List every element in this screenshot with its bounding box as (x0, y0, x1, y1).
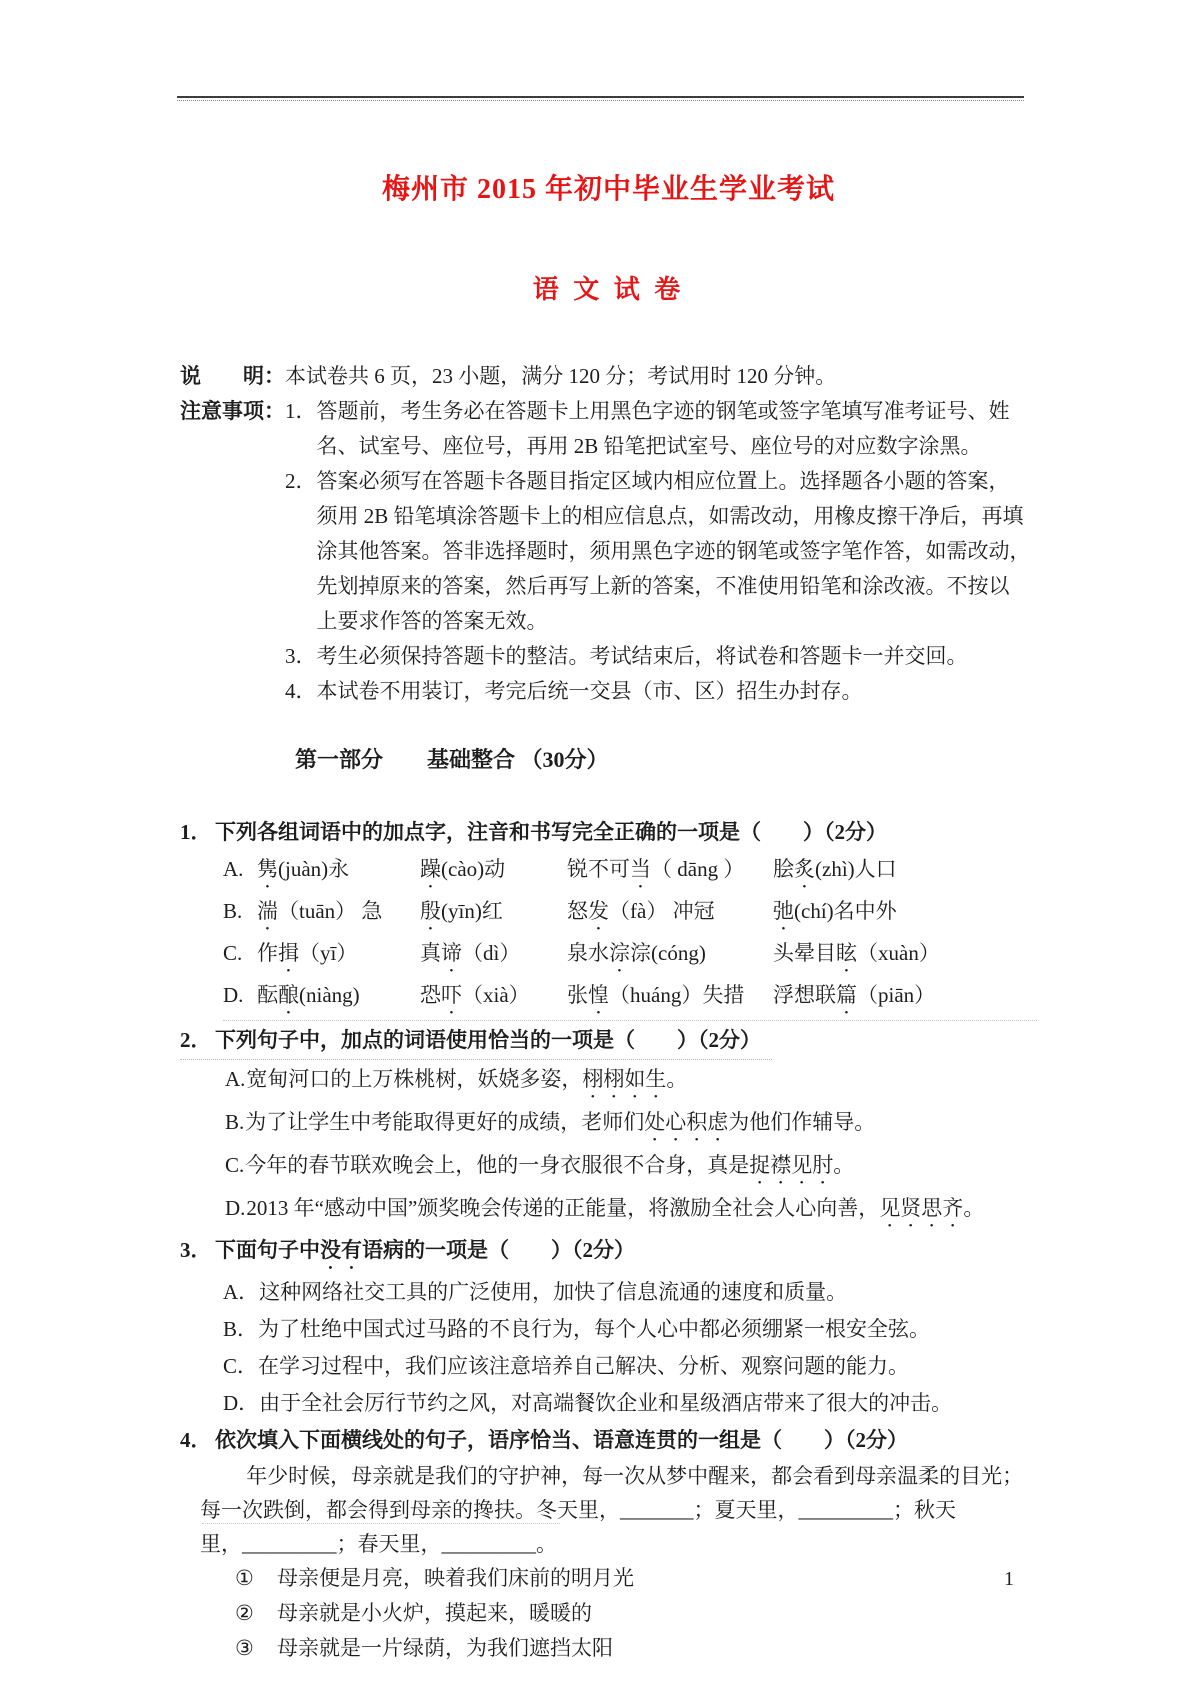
option-label: D. (225, 1196, 246, 1220)
question-stem-text: 下列句子中，加点的词语使用恰当的一项是（ ）（2分） (215, 1028, 761, 1052)
option-phrase: 躁(cào)动 (420, 857, 506, 881)
page-number: 1 (1004, 1568, 1014, 1590)
option-phrase: 酝酿(niàng) (257, 983, 360, 1007)
option-label: C. (223, 941, 243, 965)
notice-block (180, 359, 1037, 709)
option-phrase: 脍炙(zhì)人口 (773, 857, 897, 881)
question-4-stem (180, 1422, 1037, 1459)
question-3-stem (180, 1232, 1037, 1274)
option-row (223, 1274, 1037, 1311)
fill-in-paragraph: 年少时候，母亲就是我们的守护神，每一次从梦中醒来，都会看到母亲温柔的目光； 每一次跌倒，都会得到母亲的搀扶。冬天里，_______；夏天里，_________；秋天 里，_________；春天里，_________。 (200, 1459, 1037, 1561)
option-text: 为了杜绝中国式过马路的不良行为，每个人心中都必须绷紧一根安全弦。 (258, 1317, 931, 1341)
note-row (180, 359, 1037, 394)
option-phrase: 真谛（dì） (420, 941, 521, 965)
option-text: 由于全社会厉行节约之风，对高端餐饮企业和星级酒店带来了很大的冲击。 (259, 1391, 953, 1415)
option-text: 为了让学生中考能取得更好的成绩，老师们处心积虑为他们作辅导。 (245, 1110, 876, 1134)
notice-item (285, 394, 1037, 464)
option-phrase: 锐不可当（ dāng ） (567, 857, 745, 881)
notice-items-row (180, 394, 1037, 709)
option-label: C． (223, 1354, 259, 1378)
item-text: 答题前，考生务必在答题卡上用黑色字迹的钢笔或签字笔填写准考证号、姓 名、试室号、座位号，再用 2B 铅笔把试室号、座位号的对应数字涂黑。 (316, 399, 1010, 458)
option-text: 2013 年“感动中国”颁奖晚会传递的正能量，将激励全社会人心向善，见贤思齐。 (246, 1196, 985, 1220)
sentence-text: 母亲便是月亮，映着我们床前的明月光 (277, 1566, 634, 1590)
question-number: 2． (180, 1028, 212, 1052)
option-label: A. (223, 857, 244, 881)
question-stem-text: 下列各组词语中的加点字，注音和书写完全正确的一项是（ ）（2分） (215, 820, 887, 844)
question-1-options (223, 851, 1037, 1021)
option-row (225, 1189, 1037, 1232)
option-phrase: 怒发（fà） 冲冠 (567, 899, 715, 923)
ordered-sentence (235, 1561, 1037, 1596)
option-phrase: 头晕目眩（xuàn） (773, 941, 940, 965)
option-text: 在学习过程中，我们应该注意培养自己解决、分析、观察问题的能力。 (258, 1354, 910, 1378)
question-3 (180, 1232, 1037, 1422)
option-row (223, 1385, 1037, 1422)
option-phrase: 泉水淙淙(cóng) (567, 941, 706, 965)
option-row (223, 1348, 1037, 1385)
paper-title: 语 文 试 卷 (532, 275, 685, 304)
note-label: 说 明： (180, 364, 285, 388)
question-number: 1． (180, 820, 212, 844)
item-text: 考生必须保持答题卡的整洁。考试结束后，将试卷和答题卡一并交回。 (316, 644, 968, 668)
circled-number: ③ (235, 1636, 254, 1660)
option-label: A. (225, 1067, 246, 1091)
notice-item (285, 674, 1037, 709)
option-row (225, 1146, 1037, 1189)
question-stem-text: 依次填入下面横线处的句子，语序恰当、语意连贯的一组是（ ）（2分） (215, 1428, 908, 1452)
notice-item (285, 464, 1037, 639)
option-label: A． (223, 1280, 260, 1304)
option-label: C. (225, 1153, 245, 1177)
option-phrase: 隽(juàn)永 (257, 857, 350, 881)
ordered-sentence (235, 1596, 1037, 1631)
top-rule (177, 96, 1024, 101)
item-number: 3． (285, 644, 317, 668)
option-label: D. (223, 983, 244, 1007)
note-text: 本试卷共 6 页，23 小题，满分 120 分；考试用时 120 分钟。 (285, 364, 837, 388)
option-label: B． (223, 1317, 259, 1341)
option-phrase: 殷(yīn)红 (420, 899, 503, 923)
item-number: 2． (285, 469, 317, 493)
question-stem-text: 下面句子中没有语病的一项是（ ）（2分） (215, 1238, 635, 1262)
notice-item (285, 639, 1037, 674)
question-1-stem (180, 814, 1037, 851)
notice-label: 注意事项： (180, 399, 285, 423)
circled-number: ① (235, 1566, 254, 1590)
option-text: 宽甸河口的上万株桃树，妖娆多姿，栩栩如生。 (246, 1067, 688, 1091)
option-row (223, 1311, 1037, 1348)
question-1 (180, 814, 1037, 1021)
option-phrase: 湍（tuān） 急 (257, 899, 383, 923)
option-text: 这种网络社交工具的广泛使用，加快了信息流通的速度和质量。 (259, 1280, 848, 1304)
option-phrase: 浮想联篇（piān） (773, 983, 936, 1007)
ordered-sentence (235, 1631, 1037, 1666)
item-number: 4． (285, 679, 317, 703)
question-number: 3． (180, 1238, 212, 1262)
question-4 (180, 1422, 1037, 1666)
option-row (225, 1103, 1037, 1146)
question-2-stem (180, 1021, 772, 1060)
sentence-text: 母亲就是小火炉，摸起来，暖暖的 (277, 1601, 592, 1625)
exam-title: 梅州市 2015 年初中毕业生学业考试 (381, 174, 835, 205)
option-row (225, 1060, 1037, 1103)
option-label: B. (225, 1110, 245, 1134)
sentence-text: 母亲就是一片绿荫，为我们遮挡太阳 (277, 1636, 613, 1660)
option-text: 今年的春节联欢晚会上，他的一身衣服很不合身，真是捉襟见肘。 (245, 1153, 855, 1177)
question-2 (180, 1021, 1037, 1232)
question-number: 4． (180, 1428, 212, 1452)
option-phrase: 恐吓（xià） (420, 983, 530, 1007)
option-phrase: 作揖（yī） (257, 941, 358, 965)
option-label: D． (223, 1391, 260, 1415)
section-heading: 第一部分 基础整合 （30分） (295, 747, 609, 772)
notice-items (285, 394, 1037, 709)
item-text: 答案必须写在答题卡各题目指定区域内相应位置上。选择题各小题的答案， 须用 2B 铅笔填涂答题卡上的相应信息点，如需改动，用橡皮擦干净后，再填 涂其他答案。答非选择题时，须用黑色字迹的钢笔或签字笔作答，如需改动， 先划掉原来的答案，然后再写上新的答案，不准使用铅笔和涂改液。不按以 上要求作答的答案无效。 (316, 469, 1031, 633)
item-number: 1． (285, 399, 317, 423)
circled-number: ② (235, 1601, 254, 1625)
option-label: B. (223, 899, 243, 923)
option-phrase: 张惶（huáng）失措 (567, 983, 745, 1007)
item-text: 本试卷不用装订，考完后统一交县（市、区）招生办封存。 (316, 679, 863, 703)
option-phrase: 弛(chí)名中外 (773, 899, 897, 923)
